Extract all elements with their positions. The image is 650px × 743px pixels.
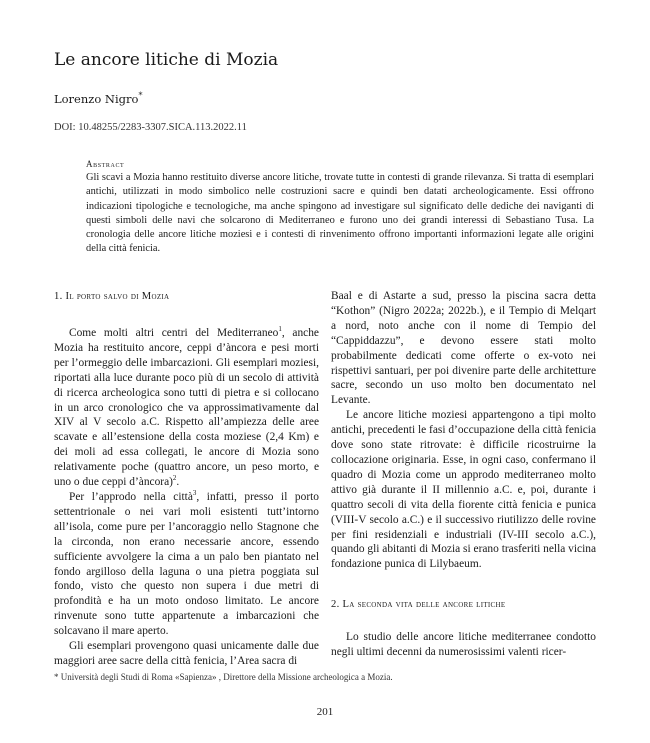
paragraph-text: Per l’approdo nella città xyxy=(69,490,193,503)
author-name: Lorenzo Nigro xyxy=(54,92,139,106)
author-footnote-mark: * xyxy=(138,91,143,101)
section-1-heading: 1. Il porto salvo di Mozia xyxy=(54,291,170,302)
section-2-heading: 2. La seconda vita delle ancore litiche xyxy=(331,599,506,611)
author-line xyxy=(54,92,454,106)
right-column xyxy=(331,289,596,660)
abstract-heading xyxy=(86,159,594,170)
paragraph-text: , infatti, presso il porto settentrionale o nei vari moli esistenti tutt’intorno all’isola, come pure per l’ancoraggio nello Stagnone che la circonda, non erano necessarie ancore, essendo sufficiente avvolgere la cima a un palo ben piantato nel fondo argilloso della laguna o una pietra poggiata sul fondo, visto che questo non supera i due metri di profondità e ha un moto ondoso limitato. Le ancore rinvenute sono tutte appartenute a imbarcazioni che solcavano il mare aperto. xyxy=(54,490,319,638)
section-1-paragraph-3: Gli esemplari provengono quasi unicamente dalle due maggiori aree sacre della città fenicia, l’Area sacra di xyxy=(54,640,319,667)
footnote-ref-2: 2 xyxy=(172,474,177,483)
paragraph-text: Come molti altri centri del Mediterraneo xyxy=(69,327,279,339)
page-number: 201 xyxy=(316,706,334,718)
abstract-block xyxy=(86,159,594,257)
right-paragraph-2: Le ancore litiche moziesi appartengono a tipi molto antichi, precedenti le fasi d’occupazione della città fenicia dove sono state ritrovate: è difficile ricostruirne la collocazione originaria. Esse, in ogni caso, confermano il quadro di Mozia come un approdo mediterraneo molto attivo già durante il II millennio a.C. e, poi, durante i quattro secoli di vita della fiorente città fenicia e punica (VIII-V secolo a.C.) e il successivo riutilizzo delle rovine per fini residenziali e industriali (IV-III secolo a.C.), quando gli abitanti di Mozia si erano trasferiti nella vicina fondazione punica di Lilybaeum. xyxy=(331,409,597,571)
section-1-paragraph-1 xyxy=(54,326,319,490)
article-title: Le ancore litiche di Mozia xyxy=(54,50,279,70)
right-paragraph-1: Baal e di Astarte a sud, presso la piscina sacra detta “Kothon” (Nigro 2022a; 2022b.), e il Tempio di Melqart a nord, noto anche con il nome di Tempio del “Cappiddazzu”, e devono essere stati molto probabilmente dedicati come offerte o ex-voto nei rispettivi santuari, per poi divenire parte delle architetture sacre, secondo un uso molto ben documentato nel Levante. xyxy=(331,290,596,407)
footnote-ref-1: 1 xyxy=(278,325,282,334)
footnote-ref-3: 3 xyxy=(192,489,197,498)
paragraph-text: . xyxy=(176,476,180,489)
abstract-heading-text: Abstract xyxy=(86,159,125,169)
footnote: * Università degli Studi di Roma «Sapienza» , Direttore della Missione archeologica a Mozia. xyxy=(54,672,393,682)
section-1-paragraph-2 xyxy=(54,490,319,639)
doi-line: DOI: 10.48255/2283-3307.SICA.113.2022.11 xyxy=(54,122,247,133)
abstract-text: Gli scavi a Mozia hanno restituito diverse ancore litiche, trovate tutte in contesti di grande rilevanza. Si tratta di esemplari antichi, utilizzati in modo simbolico nelle costruzioni sacre e quindi ben datati archeologicamente. Essi offrono indicazioni tipologiche e tecnologiche, ma anche spingono ad investigare sul significato delle dediche dei naviganti di questi simboli delle navi che solcarono di Mediterraneo e furono uno dei grandi interessi di Sebastiano Tusa. La cronologia delle ancore litiche moziesi e i contesti di rinvenimento offrono importanti informazioni legate alle origini della città fenicia. xyxy=(86,172,594,255)
left-column xyxy=(54,290,319,669)
section-2-paragraph-1: Lo studio delle ancore litiche mediterranee condotto negli ultimi decenni da numerosissimi valenti ricer- xyxy=(331,631,596,659)
paragraph-text: , anche Mozia ha restituito ancore, ceppi d’àncora e pesi morti per l’ormeggio delle imbarcazioni. Gli esemplari moziesi, riportati alla luce durante poco più di un secolo di attività di ricerca archeologica sono tutti di pietra e si collocano in un arco cronologico che va approssimativamente dal XIV al V secolo a.C. Rispetto all’ampiezza delle aree scavate e all’estensione della costa moziese (2,4 Km) e dei moli ad essa collegati, le ancore di Mozia sono relativamente poche (quattro ancore, un peso morto, e uno o due ceppi d’àncora) xyxy=(54,327,319,489)
